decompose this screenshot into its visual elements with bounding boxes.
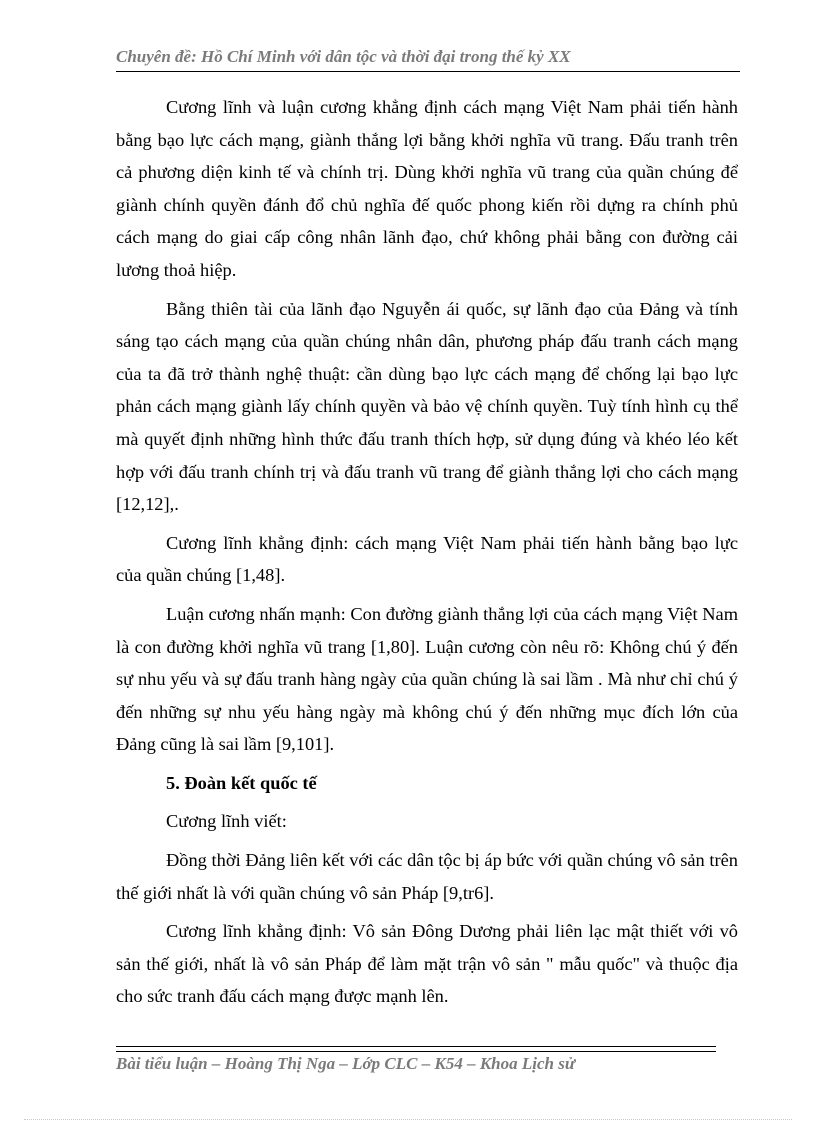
page-header: Chuyên đề: Hồ Chí Minh với dân tộc và thời đại trong thế kỷ XX [116, 47, 571, 66]
paragraph-platform-writes: Cương lĩnh viết: [166, 811, 287, 832]
paragraph-platform-affirms: Cương lĩnh khẳng định: cách mạng Việt Nam phải tiến hành bằng bạo lực của quần chúng [1,48]. [116, 532, 738, 586]
section-heading-international-solidarity: 5. Đoàn kết quốc tế [166, 772, 317, 793]
footer-rule [116, 1046, 716, 1052]
paragraph-party-links: Đồng thời Đảng liên kết với các dân tộc bị áp bức với quần chúng vô sản trên thế giới nhất là với quần chúng vô sản Pháp [9,tr6]. [116, 850, 738, 903]
page-edge [24, 1119, 792, 1120]
paragraph-revolution-violence: Cương lĩnh và luận cương khẳng định cách mạng Việt Nam phải tiến hành bằng bạo lực cách mạng, giành thắng lợi bằng khởi nghĩa vũ trang. Đấu tranh trên cả phương diện kinh tế và chính trị. Dùng khởi nghĩa vũ trang của quần chúng để giành chính quyền đánh đổ chủ nghĩa đế quốc phong kiến rồi dựng ra chính phủ cách mạng do giai cấp công nhân lãnh đạo, chứ không phải bằng con đường cải lương thoả hiệp. [116, 97, 738, 280]
header-rule [116, 71, 740, 72]
paragraph-thesis-emphasizes: Luận cương nhấn mạnh: Con đường giành thắng lợi của cách mạng Việt Nam là con đường khởi nghĩa vũ trang [1,80]. Luận cương còn nêu rõ: Không chú ý đến sự nhu yếu và sự đấu tranh hàng ngày của quần chúng là sai lầm . Mà như chỉ chú ý đến những sự nhu yếu hàng ngày mà không chú ý đến những mục đích lớn của Đảng cũng là sai lầm [9,101]. [116, 603, 738, 755]
page-footer: Bài tiểu luận – Hoàng Thị Nga – Lớp CLC – K54 – Khoa Lịch sử [116, 1054, 576, 1073]
paragraph-indochina-proletariat: Cương lĩnh khẳng định: Vô sản Đông Dương phải liên lạc mật thiết với vô sản thế giới, nhất là vô sản Pháp để làm mặt trận vô sản " mẫu quốc" và thuộc địa cho sức tranh đấu cách mạng được mạnh lên. [116, 921, 738, 1007]
paragraph-art-of-struggle: Bằng thiên tài của lãnh đạo Nguyễn ái quốc, sự lãnh đạo của Đảng và tính sáng tạo cách mạng của quần chúng nhân dân, phương pháp đấu tranh cách mạng của ta đã trở thành nghệ thuật: cần dùng bạo lực cách mạng để chống lại bạo lực phản cách mạng giành lấy chính quyền và bảo vệ chính quyền. Tuỳ tính hình cụ thể mà quyết định những hình thức đấu tranh thích hợp, sử dụng đúng và khéo léo kết hợp với đấu tranh chính trị và đấu tranh vũ trang để giành thắng lợi cho cách mạng [12,12],. [116, 298, 738, 515]
document-body [116, 91, 738, 1019]
